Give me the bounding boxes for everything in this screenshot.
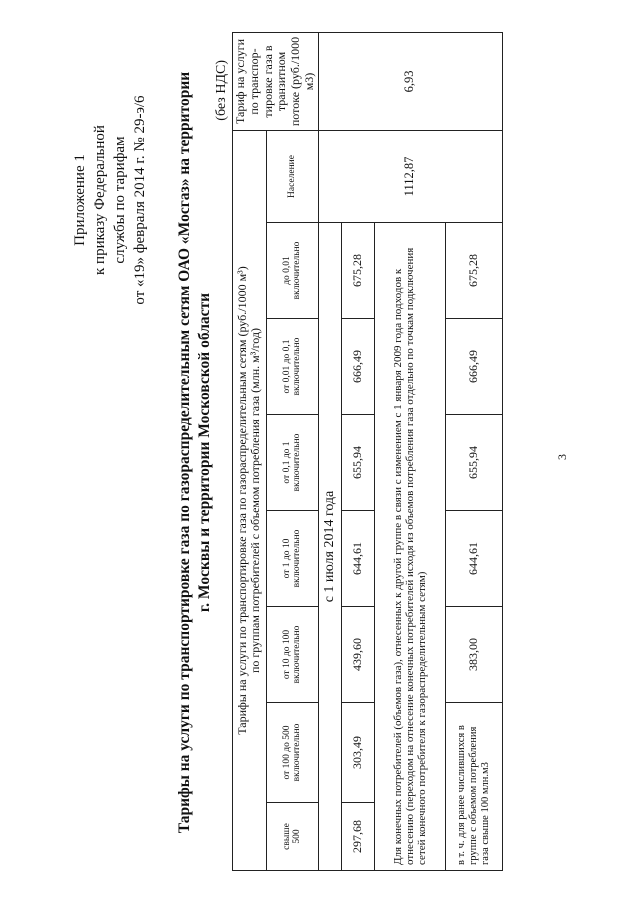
- main-header-line-2: по группам потребителей с объемом потребления газа (млн. м³/год): [248, 327, 263, 674]
- group-label-bottom: включительно: [292, 337, 303, 396]
- period-row: [318, 32, 341, 870]
- tariff-cell: 383,00: [445, 607, 502, 703]
- period-label: с 1 июля 2014 года: [318, 223, 341, 871]
- group-label-top: свыше: [281, 823, 292, 850]
- population-header-cell: Население: [266, 130, 318, 222]
- appendix-block: [70, 50, 150, 350]
- document-title-line-2: г. Москвы и территории Московской области: [196, 292, 213, 613]
- tariff-cell: 666,49: [445, 319, 502, 415]
- group-label-bottom: включительно: [292, 433, 303, 492]
- main-header-cell: [233, 130, 267, 870]
- tariff-cell: 655,94: [341, 415, 374, 511]
- page-number: 3: [555, 454, 569, 460]
- tariff-cell: 675,28: [341, 223, 374, 319]
- tariff-cell: 644,61: [445, 511, 502, 607]
- reassignment-note: Для конечных потребителей (объемов газа), отнесенных к другой группе в связи с изменением с 1 января 2009 года подходов к отнесению (переходом на отнесение конечных потребителей исходя из объемов потребления газа отдельно по точкам подключения сетей конечного потребителя к газораспределительным сетям): [374, 223, 445, 871]
- group-label-top: от 0,1 до 1: [281, 441, 292, 484]
- group-header-cell: [266, 415, 318, 511]
- group-label-bottom: включительно: [292, 723, 303, 782]
- table-header-row: [233, 32, 267, 870]
- tariff-cell: 666,49: [341, 319, 374, 415]
- tariff-table: [232, 32, 503, 871]
- group-label-bottom: включительно: [292, 241, 303, 300]
- tariff-cell: 655,94: [445, 415, 502, 511]
- group-header-cell: [266, 607, 318, 703]
- appendix-line-3: службы по тарифам: [112, 136, 128, 264]
- group-header-cell: [266, 703, 318, 803]
- tariff-cell: 439,60: [341, 607, 374, 703]
- population-value: 1112,87: [318, 130, 502, 222]
- group-label-bottom: 500: [292, 829, 303, 844]
- transit-header-cell: Тариф на услуги по транспор-тировке газа в транзитном потоке (руб./1000 м3): [233, 32, 319, 130]
- group-label-top: от 10 до 100: [281, 629, 292, 680]
- document-title-line-1: Тарифы на услуги по транспортировке газа по газораспределительным сетям ОАО «Мосгаз» на территории: [176, 71, 193, 834]
- tariff-cell: 303,49: [341, 703, 374, 803]
- tariff-cell: 675,28: [445, 223, 502, 319]
- group-header-cell: [266, 803, 318, 871]
- transit-value: 6,93: [318, 32, 502, 130]
- tariff-cell: 644,61: [341, 511, 374, 607]
- group-label-top: от 1 до 10: [281, 538, 292, 579]
- group-header-cell: [266, 511, 318, 607]
- tariff-cell: 297,68: [341, 803, 374, 871]
- group-header-cell: [266, 223, 318, 319]
- group-label-top: от 100 до 500: [281, 725, 292, 780]
- appendix-line-1: Приложение 1: [72, 154, 88, 246]
- appendix-line-4: от «19» февраля 2014 г. № 29-э/6: [132, 95, 148, 305]
- vat-note: (без НДС): [214, 60, 229, 121]
- subgroup-note: в т. ч. для ранее числившихся в группе с объемом потребления газа свыше 100 млн.м3: [445, 703, 502, 871]
- appendix-line-2: к приказу Федеральной: [92, 125, 108, 275]
- group-label-top: от 0,01 до 0,1: [281, 339, 292, 394]
- group-label-top: до 0,01: [281, 256, 292, 285]
- main-header-line-1: Тарифы на услуги по транспортировке газа по газораспределительным сетям (руб./1000 м³): [235, 266, 250, 735]
- group-label-bottom: включительно: [292, 529, 303, 588]
- group-header-row: [266, 32, 318, 870]
- group-label-bottom: включительно: [292, 625, 303, 684]
- group-header-cell: [266, 319, 318, 415]
